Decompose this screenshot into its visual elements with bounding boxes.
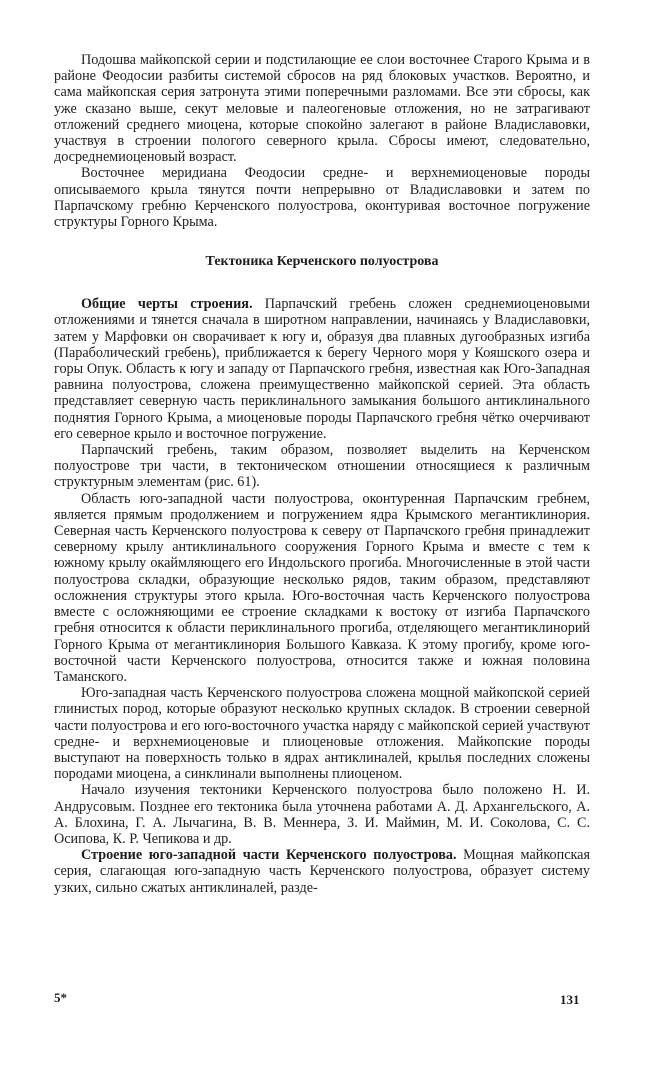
paragraph-lead-structure: Строение юго-западной части Керченского полуострова. bbox=[81, 847, 457, 864]
page-number: 131 bbox=[560, 992, 580, 1007]
paragraph-text-general: Парпачский гребень сложен среднемиоценовыми отложениями и тянется сначала в широтном направлении, начинаясь у Владиславовки, затем у Марфовки он сворачивает к югу и, образуя два плавных дугообразных изгиба (Параболический гребень), приближается к берегу Черного моря у Кояшского озера и горы Опук. Область к югу и западу от Парпачского гребня, известная как Юго-Западная равнина полуострова, сложена преимущественно майкопской серией. Эта область представляет северную часть периклинального замыкания большого антиклинального поднятия Горного Крыма, а миоценовые породы Парпачского гребня чётко очерчивают его северное крыло и восточное погружение. bbox=[54, 296, 590, 442]
paragraph-general-features bbox=[54, 296, 590, 442]
paragraph-body-3: Юго-западная часть Керченского полуострова сложена мощной майкопской серией глинистых пород, которые образуют несколько крупных складок. В строении северной части полуострова и его юго-восточного участка наряду с майкопской серией участвуют средне- и верхнемиоценовые и плиоценовые отложения. Майкопские породы выступают на поверхность только в ядрах антиклиналей, крылья последних сложены породами миоцена, а синклинали выполнены плиоценом. bbox=[54, 685, 590, 783]
paragraph-text-structure: Мощная майкопская серия, слагающая юго-западную часть Керченского полуострова, образует систему узких, сильно сжатых антиклиналей, разде- bbox=[54, 847, 590, 896]
section-title: Тектоника Керченского полуострова bbox=[205, 254, 439, 270]
paragraph-lead-general: Общие черты строения. bbox=[81, 296, 253, 313]
text-column bbox=[54, 52, 590, 896]
paragraph-body-1: Парпачский гребень, таким образом, позволяет выделить на Керченском полуострове три части, в тектоническом отношении относящиеся к различным структурным элементам (рис. 61). bbox=[54, 442, 590, 491]
signature-mark: 5* bbox=[54, 990, 67, 1005]
paragraph-body-2: Область юго-западной части полуострова, оконтуренная Парпачским гребнем, является прямым продолжением и погружением ядра Крымского мегантиклинория. Северная часть Керченского полуострова к северу от Парпачского гребня принадлежит северному крылу антиклинального сооружения Горного Крыма и вместе с тем к южному крылу окаймляющего его Индольского прогиба. Многочисленные в этой части полуострова складки, образующие несколько рядов, таким образом, представляют осложнения структуры этого крыла. Юго-восточная часть Керченского полуострова вместе с осложняющими ее строение складками к востоку от изгиба Парпачского гребня относится к области периклинального прогиба, отделяющего мегантиклинорий Горного Крыма от мегантиклинория Большого Кавказа. К этому прогибу, кроме юго-восточной части Керченского полуострова, относится также и южная половина Таманского. bbox=[54, 490, 590, 685]
paragraph-body-4: Начало изучения тектоники Керченского полуострова было положено Н. И. Андрусовым. Позднее его тектоника была уточнена работами А. Д. Архангельского, А. А. Блохина, Г. А. Лычагина, В. В. Меннера, З. И. Маймин, М. И. Соколова, С. С. Осипова, К. Р. Чепикова и др. bbox=[54, 782, 590, 847]
paragraph-intro-1: Подошва майкопской серии и подстилающие ее слои восточнее Старого Крыма и в районе Феодосии разбиты системой сбросов на ряд блоковых участков. Вероятно, и сама майкопская серия затронута этими поперечными разломами. Все эти сбросы, как уже сказано выше, секут меловые и палеогеновые отложения, но не затрагивают отложений среднего миоцена, которые спокойно залегают в районе Владиславовки, участвуя в строении пологого северного крыла. Сбросы имеют, следовательно, досреднемиоценовый возраст. bbox=[54, 52, 590, 166]
paragraph-intro-2: Восточнее меридиана Феодосии средне- и верхнемиоценовые породы описываемого крыла тянутся почти непрерывно от Владиславовки и затем по Парпачскому гребню Керченского полуострова, оконтуривая восточное погружение структуры Горного Крыма. bbox=[54, 165, 590, 231]
paragraph-structure bbox=[54, 847, 590, 896]
